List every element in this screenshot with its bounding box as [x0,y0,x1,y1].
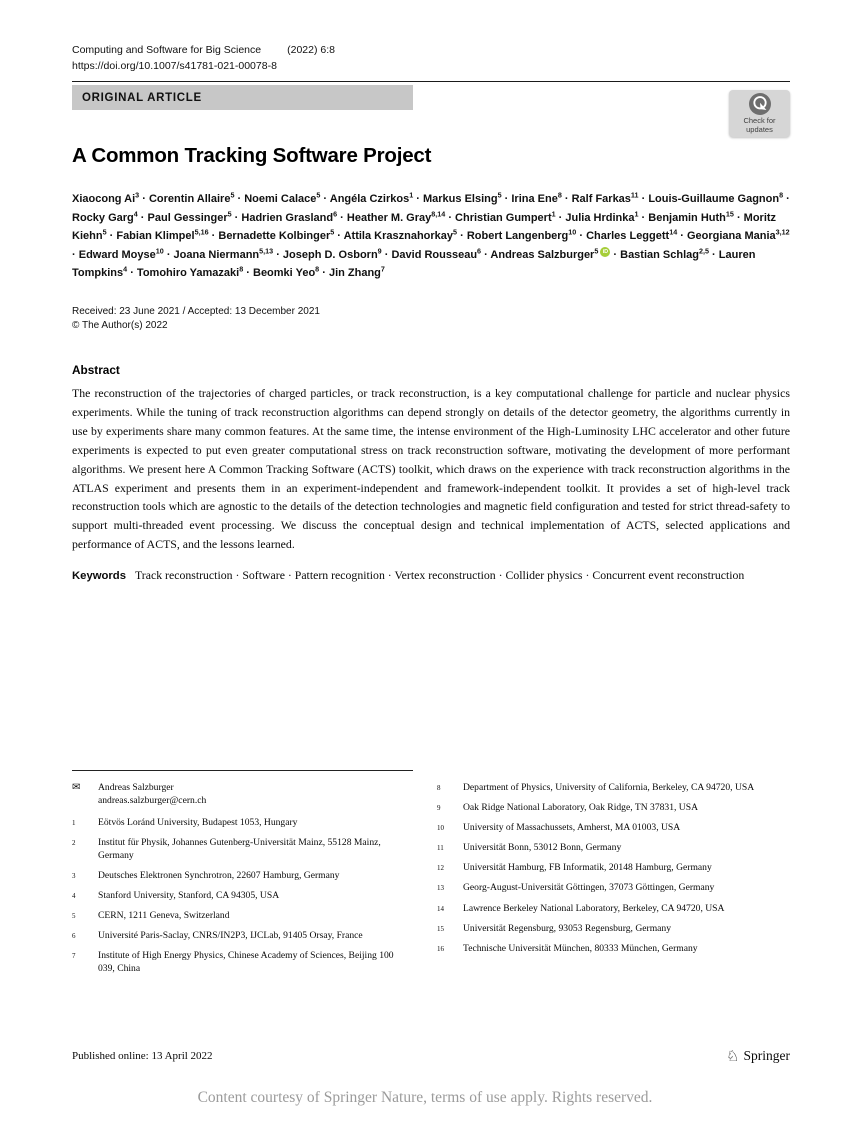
affiliation-item [437,822,790,835]
author-separator: · [319,267,329,280]
affiliation-number: 4 [72,892,76,901]
author-separator: · [677,230,687,243]
keywords-list: Track reconstruction · Software · Pattern recognition · Vertex reconstruction · Collider physics · Concurrent event reconstruction [135,568,745,583]
header-rule [72,81,790,82]
check-for-updates-label: Check for updates [743,116,776,134]
author: Fabian Klimpel$^{5,16}$ [116,227,209,243]
affiliation-item [72,817,412,830]
affiliation-number: 14 [437,904,444,913]
author: Tomohiro Yamazaki$^8$ [136,264,244,280]
author-separator: · [638,193,649,205]
author-separator: · [481,248,491,261]
page-title: A Common Tracking Software Project [72,144,432,167]
affiliation-item [437,782,790,795]
journal-header [72,44,790,56]
affiliation-number: 2 [72,839,76,848]
correspondence-email[interactable]: andreas.salzburger@cern.ch [98,794,207,806]
author-separator: · [576,230,587,243]
author-separator: · [413,193,423,205]
affiliation-item [437,862,790,875]
author-separator: · [733,211,744,224]
affiliation-item [72,890,412,903]
abstract-heading: Abstract [72,362,120,377]
author-separator: · [445,211,456,224]
springer-knight-icon: ♘ [726,1046,740,1065]
author: Charles Leggett$^{14}$ [586,227,678,243]
affiliation-number: 8 [437,784,441,792]
footnote-column-right [437,782,790,983]
author: Jin Zhang$^7$ [328,264,385,280]
journal-name: Computing and Software for Big Science [72,44,262,56]
affiliation-item [437,802,790,815]
author: Edward Moyse$^{10}$ [78,246,164,261]
affiliation-number: 1 [72,819,76,828]
author: Rocky Garg$^4$ [72,208,138,224]
published-online: Published online: 13 April 2022 [72,1050,213,1062]
affiliation-text: University of Massachussets, Amherst, MA 01003, USA [463,822,681,834]
author: Angéla Czirkos$^1$ [329,190,414,205]
author: Ralf Farkas$^{11}$ [571,190,639,205]
affiliation-number: 15 [437,924,444,933]
affiliation-text: Stanford University, Stanford, CA 94305, USA [98,890,280,902]
affiliation-item [72,837,412,862]
author: Moritz Kiehn$^5$ [72,211,777,243]
affiliation-text: Universität Regensburg, 93053 Regensburg, Germany [463,922,672,934]
author-separator: · [106,230,117,243]
affiliation-text: Institute of High Energy Physics, Chinese Academy of Sciences, Beijing 100 039, China [98,950,394,974]
author-separator: · [381,248,392,261]
affiliation-text: Georg-August-Universität Göttingen, 37073 Göttingen, Germany [463,882,715,894]
author-separator: · [708,248,719,261]
affiliation-item [72,930,412,943]
author: Irina Ene$^8$ [511,190,562,205]
affiliation-number: 10 [437,824,444,833]
author: Xiaocong Ai$^3$ [72,190,140,205]
author: Louis-Guillaume Gagnon$^8$ [648,190,784,205]
footnote-column-left [72,782,412,983]
author-separator: · [783,193,790,205]
author-separator: · [320,193,330,205]
affiliation-item [72,870,412,883]
author-separator: · [334,230,344,243]
affiliation-item [72,910,412,923]
author-separator: · [137,211,148,224]
article-type-row [72,85,790,134]
affiliation-text: Eötvös Loránd University, Budapest 1053, Hungary [98,817,298,829]
keywords-block [72,566,790,586]
correspondence-name: Andreas Salzburger [98,782,174,793]
author-separator: · [139,193,149,205]
author-separator: · [163,248,174,261]
dates-block [72,305,790,334]
author: Andreas Salzburger$^5$ iD [490,249,610,261]
author: Joseph D. Osborn$^9$ [282,246,382,261]
author: Julia Hrdinka$^1$ [565,208,639,224]
affiliation-text: Université Paris-Saclay, CNRS/IN2P3, IJCLab, 91405 Orsay, France [98,930,363,942]
crossmark-icon [749,93,771,115]
author-separator: · [273,248,283,261]
affiliation-text: Department of Physics, University of California, Berkeley, CA 94720, USA [463,782,755,793]
author: Corentin Allaire$^5$ [148,190,235,205]
author: Christian Gumpert$^1$ [455,208,556,224]
author-list [72,190,790,283]
affiliation-number: 7 [72,952,76,961]
author: Attila Krasznahorkay$^5$ [343,227,458,243]
author-separator: · [561,193,572,205]
email-icon: ✉ [72,782,81,793]
footnotes-section [72,770,790,983]
author-separator: · [501,193,512,205]
affiliation-item [437,903,790,916]
journal-issue: (2022) 6:8 [287,44,335,56]
author: Joana Niermann$^{5,13}$ [173,246,274,261]
affiliation-text: Lawrence Berkeley National Laboratory, Berkeley, CA 94720, USA [463,902,725,914]
affiliation-item [437,882,790,895]
author: Georgiana Mania$^{3,12}$ [686,227,790,243]
author: Bastian Schlag$^{2,5}$ [620,246,709,261]
publication-row [72,1048,790,1064]
author: Beomki Yeo$^8$ [253,264,320,280]
affiliation-text: Institut für Physik, Johannes Gutenberg-Universität Mainz, 55128 Mainz, Germany [98,837,381,861]
article-type-badge [72,85,413,110]
affiliation-text: Universität Hamburg, FB Informatik, 20148 Hamburg, Germany [463,862,712,874]
copyright-line: © The Author(s) 2022 [72,320,168,332]
author-separator: · [231,211,242,224]
author-separator: · [208,230,219,243]
affiliation-number: 9 [437,804,441,813]
affiliation-item [437,842,790,855]
author-separator: · [337,211,347,224]
author: Robert Langenberg$^{10}$ [466,227,577,243]
author: Benjamin Huth$^{15}$ [648,208,734,224]
affiliation-number: 3 [72,871,76,880]
affiliation-text: Technische Universität München, 80333 München, Germany [463,942,698,954]
orcid-icon[interactable]: iD [600,247,610,257]
keywords-label: Keywords [72,570,126,583]
affiliation-item [72,950,412,975]
affiliation-number: 5 [72,912,76,921]
doi-link[interactable]: https://doi.org/10.1007/s41781-021-00078-8 [72,60,277,72]
affiliation-text: CERN, 1211 Geneva, Switzerland [98,910,230,922]
springer-logo [726,1048,790,1064]
author-separator: · [234,193,245,205]
author-separator: · [555,211,566,224]
author-separator: · [127,267,137,280]
affiliation-text: Universität Bonn, 53012 Bonn, Germany [463,842,622,854]
author: Lauren Tompkins$^4$ [72,248,756,280]
copyright-footer: Content courtesy of Springer Nature, terms of use apply. Rights reserved. [197,1089,653,1106]
affiliation-number: 6 [72,932,76,941]
affiliation-item [437,943,790,956]
abstract-text: The reconstruction of the trajectories of charged particles, or track reconstruction, is a key computational challenge for particle and nuclear physics experiments. While the tuning of track reconstruction algorithms can depend strongly on details of the detector geometry, the algorithms currently in use by experiments share many common features. At the same time, the intense environment of the High-Luminosity LHC accelerator and other future experiments is expected to put even greater computational stress on track reconstruction software, motivating the development of more performant algorithms. We present here A Common Tracking Software (ACTS) toolkit, which draws on the experience with track reconstruction algorithms in the ATLAS experiment and presents them in an experiment-independent and framework-independent toolkit. It provides a set of high-level track reconstruction tools which are agnostic to the details of the detection technologies and magnetic field configuration and tested for strict thread-safety to support multi-threaded event processing. We discuss the conceptual design and technical implementation of ACTS, selected applications and performance of ACTS, and the lessons learned. [72,385,790,552]
affiliation-text: Oak Ridge National Laboratory, Oak Ridge, TN 37831, USA [463,802,699,814]
correspondence-block [72,782,412,807]
affiliation-number: 16 [437,944,444,953]
author: Paul Gessinger$^5$ [147,208,232,224]
received-accepted: Received: 23 June 2021 / Accepted: 13 December 2021 [72,305,320,317]
affiliation-number: 11 [437,844,444,853]
affiliation-number: 12 [437,864,444,873]
author: Bernadette Kolbinger$^5$ [218,227,335,243]
author-separator: · [638,211,649,224]
check-for-updates-badge[interactable] [729,90,790,137]
author-separator: · [72,248,79,261]
springer-wordmark: Springer [743,1048,790,1063]
author: Hadrien Grasland$^6$ [241,208,338,224]
affiliation-text: Deutsches Elektronen Synchrotron, 22607 Hamburg, Germany [98,869,340,881]
affiliation-item [437,923,790,936]
footnote-rule [72,770,413,771]
affiliation-number: 13 [437,884,444,893]
author-separator: · [610,248,621,261]
author-separator: · [457,230,467,243]
author: Heather M. Gray$^{8,14}$ [346,208,446,224]
author: David Rousseau$^6$ [391,246,482,261]
author: Markus Elsing$^5$ [423,190,502,205]
author: Noemi Calace$^5$ [244,190,321,205]
article-type-label: ORIGINAL ARTICLE [82,91,202,104]
author-separator: · [243,267,253,280]
